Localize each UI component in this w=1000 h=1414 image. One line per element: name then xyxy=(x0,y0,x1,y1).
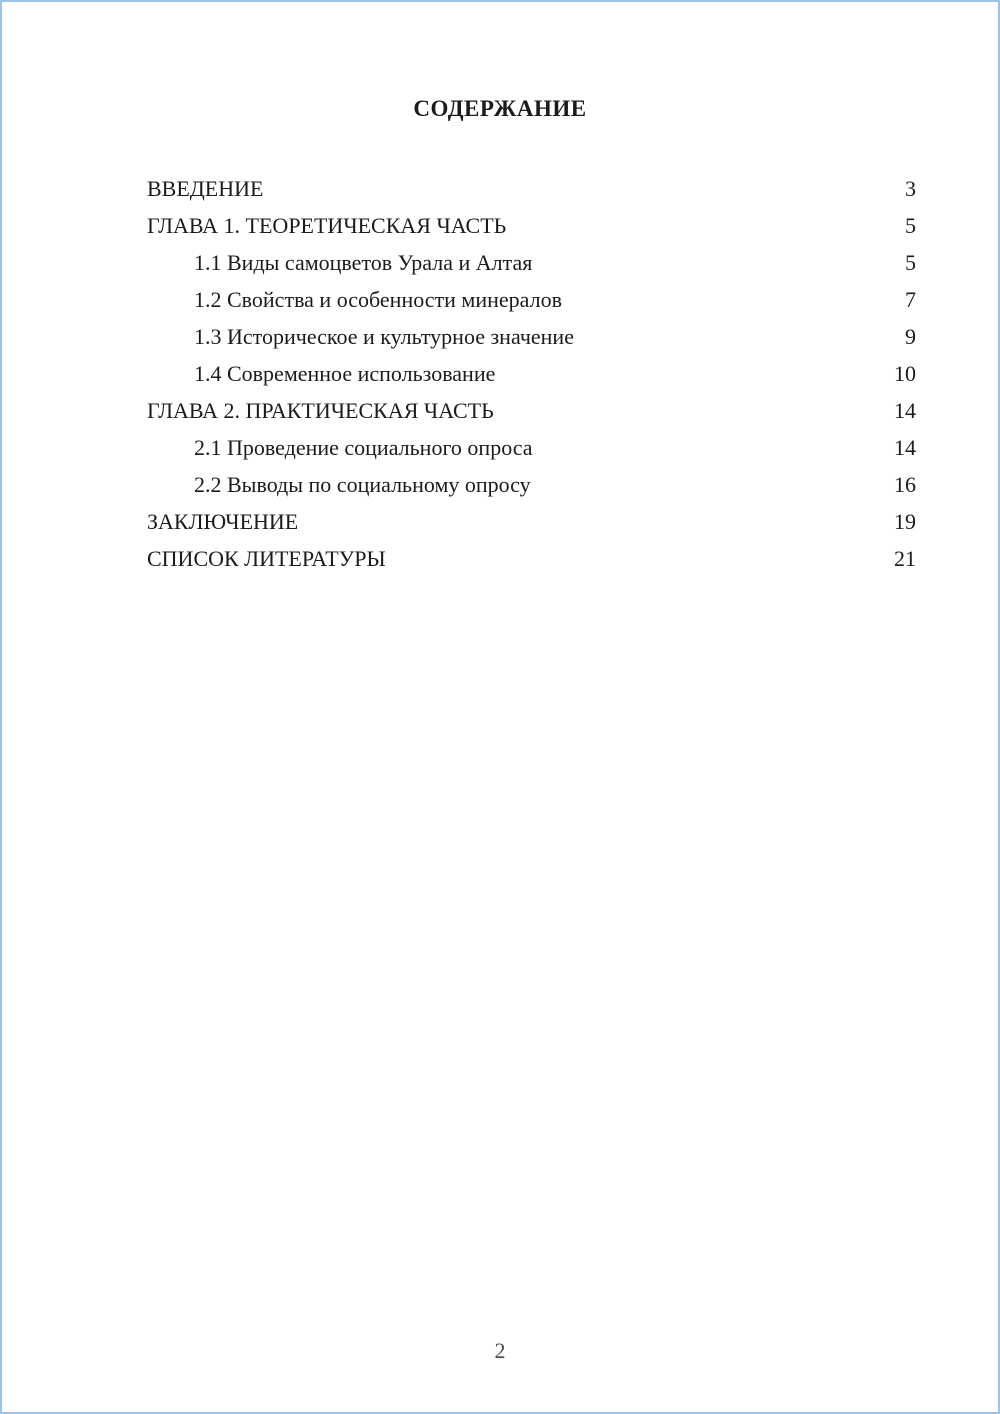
toc-entry xyxy=(147,503,916,540)
toc-entry-label: 1.3 Историческое и культурное значение xyxy=(194,324,574,349)
toc-entry-label: ГЛАВА 1. ТЕОРЕТИЧЕСКАЯ ЧАСТЬ xyxy=(147,213,507,238)
toc-entry-label: ВВЕДЕНИЕ xyxy=(147,176,264,201)
toc-entry xyxy=(147,355,916,392)
toc-entry-label: ГЛАВА 2. ПРАКТИЧЕСКАЯ ЧАСТЬ xyxy=(147,398,494,423)
toc-entry-label: 1.2 Свойства и особенности минералов xyxy=(194,287,562,312)
toc-entry-page: 3 xyxy=(905,176,916,201)
page-number: 2 xyxy=(494,1338,506,1363)
toc-entry xyxy=(147,170,916,207)
toc-entry xyxy=(147,244,916,281)
toc-entry-page: 19 xyxy=(894,509,916,534)
toc-entry-page: 14 xyxy=(894,398,916,423)
toc-entry-label: 2.1 Проведение социального опроса xyxy=(194,435,533,460)
toc-entry xyxy=(147,540,916,577)
toc-entry xyxy=(147,318,916,355)
toc-entry xyxy=(147,466,916,503)
toc-entry-page: 16 xyxy=(894,472,916,497)
toc-entry xyxy=(147,429,916,466)
toc-list xyxy=(2,170,998,577)
toc-entry-page: 9 xyxy=(905,324,916,349)
toc-entry-label: ЗАКЛЮЧЕНИЕ xyxy=(147,509,299,534)
toc-entry xyxy=(147,392,916,429)
toc-entry-page: 14 xyxy=(894,435,916,460)
toc-entry-label: 1.1 Виды самоцветов Урала и Алтая xyxy=(194,250,533,275)
toc-entry-page: 10 xyxy=(894,361,916,386)
toc-entry-label: СПИСОК ЛИТЕРАТУРЫ xyxy=(147,546,386,571)
toc-entry-label: 2.2 Выводы по социальному опросу xyxy=(194,472,531,497)
page-title: СОДЕРЖАНИЕ xyxy=(413,96,587,121)
toc-entry-label: 1.4 Современное использование xyxy=(194,361,496,386)
toc-entry xyxy=(147,281,916,318)
toc-entry-page: 21 xyxy=(894,546,916,571)
toc-entry-page: 5 xyxy=(905,213,916,238)
toc-entry-page: 5 xyxy=(905,250,916,275)
toc-entry-page: 7 xyxy=(905,287,916,312)
toc-entry xyxy=(147,207,916,244)
